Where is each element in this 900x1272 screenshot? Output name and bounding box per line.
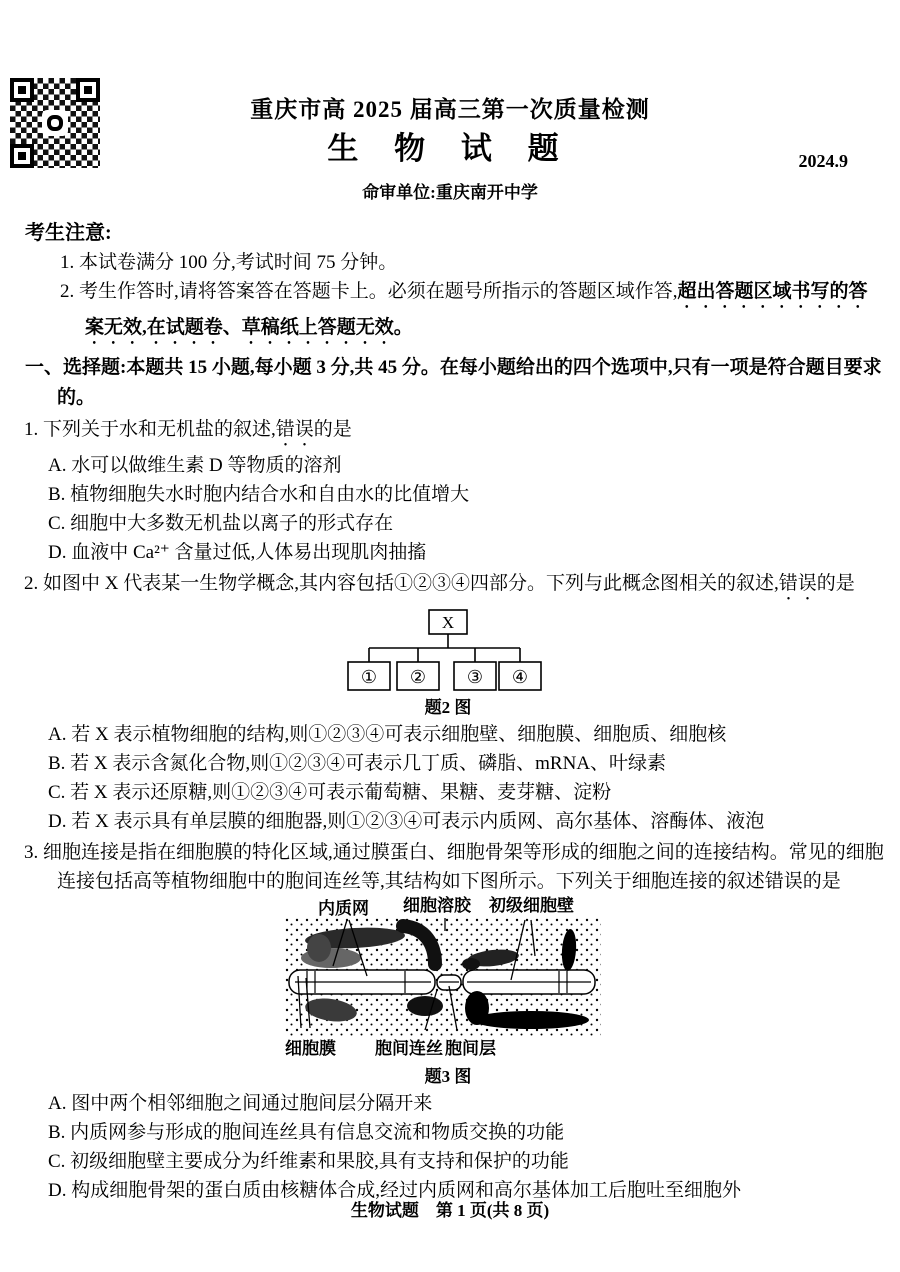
notice-item-2-emphasis-2: 的答案无效,在试题卷、草稿纸上答题无效。 — [85, 281, 868, 338]
question-2-stem — [12, 569, 884, 605]
exam-title: 重庆市高 2025 届高三第一次质量检测 — [250, 97, 650, 122]
question-2-option-c: C. 若 X 表示还原糖,则①②③④可表示葡萄糖、果糖、麦芽糖、淀粉 — [48, 782, 612, 803]
qr-finder-icon — [10, 144, 34, 168]
question-1-stem — [12, 415, 884, 451]
question-1-option-d: D. 血液中 Ca²⁺ 含量过低,人体易出现肌肉抽搐 — [48, 542, 427, 563]
notice-item-2-emphasis-1: 超出答题区域书写 — [677, 281, 830, 302]
question-2-stem-post: 的是 — [816, 573, 855, 594]
question-1-option-c: C. 细胞中大多数无机盐以离子的形式存在 — [48, 513, 394, 534]
exam-date: 2024.9 — [798, 151, 848, 171]
notice-item-1: 1. 本试卷满分 100 分,考试时间 75 分钟。 — [60, 252, 398, 273]
question-1-option-b: B. 植物细胞失水时胞内结合水和自由水的比值增大 — [48, 484, 470, 505]
section-1-heading: 一、选择题:本题共 15 小题,每小题 3 分,共 45 分。在每小题给出的四个选项中,只有一项是符合题目要求的。 — [25, 357, 882, 408]
cytosol-label: 细胞溶胶 — [403, 896, 471, 915]
qr-code — [10, 78, 100, 168]
concept-child-2-label: ② — [409, 667, 427, 687]
question-3-stem: 3. 细胞连接是指在细胞膜的特化区域,通过膜蛋白、细胞骨架等形成的细胞之间的连接结构。常见的细胞连接包括高等植物细胞中的胞间连丝等,其结构如下图所示。下列关于细胞连接的叙述错误的是 — [24, 842, 884, 892]
membrane-label: 细胞膜 — [285, 1039, 336, 1058]
question-1-stem-pre: 1. 下列关于水和无机盐的叙述, — [24, 419, 276, 440]
question-2-stem-emphasis: 错误 — [778, 573, 817, 594]
page-header — [0, 0, 900, 203]
question-2-option-b: B. 若 X 表示含氮化合物,则①②③④可表示几丁质、磷脂、mRNA、叶绿素 — [48, 753, 667, 774]
primary-wall-label: 初级细胞壁 — [489, 896, 574, 915]
concept-root-label: X — [441, 613, 455, 632]
subject-title: 生 物 试 题 — [327, 131, 573, 166]
qr-finder-icon — [10, 78, 34, 102]
page-footer: 生物试题 第 1 页(共 8 页) — [350, 1201, 550, 1220]
issuer-line: 命审单位:重庆南开中学 — [362, 183, 538, 202]
concept-child-1-label: ① — [360, 667, 378, 687]
question-3-figure — [283, 896, 613, 1087]
question-2-option-a: A. 若 X 表示植物细胞的结构,则①②③④可表示细胞壁、细胞膜、细胞质、细胞核 — [48, 724, 727, 745]
question-1-stem-emphasis: 错误 — [275, 419, 314, 440]
er-label: 内质网 — [318, 899, 369, 918]
question-3-option-a: A. 图中两个相邻细胞之间通过胞间层分隔开来 — [48, 1093, 433, 1114]
plasmodesma-label: 胞间连丝 — [375, 1039, 443, 1058]
notice-item-2-text: 2. 考生作答时,请将答案答在答题卡上。必须在题号所指示的答题区域作答, — [60, 281, 678, 302]
question-3-figure-caption: 题3 图 — [424, 1067, 472, 1086]
question-2-stem-pre: 2. 如图中 X 代表某一生物学概念,其内容包括①②③④四部分。下列与此概念图相关的叙述, — [24, 573, 779, 594]
notice-item-2 — [12, 277, 884, 349]
paper-body — [0, 218, 900, 1205]
concept-child-3-label: ③ — [466, 667, 484, 687]
question-2-option-d: D. 若 X 表示具有单层膜的细胞器,则①②③④可表示内质网、高尔基体、溶酶体、液泡 — [48, 811, 765, 832]
cell-junction-diagram — [285, 918, 601, 1040]
question-2-figure — [12, 608, 884, 718]
qr-center-logo-icon — [42, 110, 68, 136]
question-1-stem-post: 的是 — [313, 419, 352, 440]
notice-heading: 考生注意: — [25, 222, 112, 244]
concept-tree-diagram — [342, 608, 554, 692]
question-2-figure-caption: 题2 图 — [424, 698, 472, 717]
question-3-option-c: C. 初级细胞壁主要成分为纤维素和果胶,具有支持和保护的功能 — [48, 1151, 569, 1172]
concept-child-4-label: ④ — [511, 667, 529, 687]
qr-finder-icon — [76, 78, 100, 102]
question-1-option-a: A. 水可以做维生素 D 等物质的溶剂 — [48, 455, 342, 476]
question-3-option-b: B. 内质网参与形成的胞间连丝具有信息交流和物质交换的功能 — [48, 1122, 565, 1143]
middle-lamella-label: 胞间层 — [445, 1039, 496, 1058]
question-3-option-d: D. 构成细胞骨架的蛋白质由核糖体合成,经过内质网和高尔基体加工后胞吐至细胞外 — [48, 1180, 741, 1201]
